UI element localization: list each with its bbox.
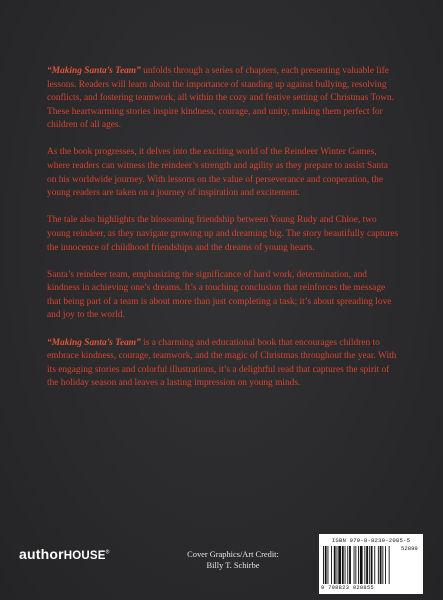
barcode-bar (347, 546, 348, 584)
barcode-bar (325, 546, 327, 584)
publisher-logo (19, 546, 110, 562)
barcode-bar (328, 546, 329, 584)
registered-mark: ® (105, 549, 110, 556)
paragraph-1 (47, 65, 399, 133)
credit-label: Cover Graphics/Art Credit: (187, 550, 279, 559)
paragraph-text: As the book progresses, it delves into the exciting world of the Reindeer Winter Games, where readers can witness the reindeer’s strength and agility as they prepare to assist Santa on his worldwide journey. With lessons on the value of perseverance and cooperation, the young readers are taken on a journey of inspiration and excitement. (47, 147, 388, 199)
barcode-bar (374, 546, 375, 584)
paragraph-text: The tale also highlights the blossoming friendship between Young Rudy and Chloe, two young reindeer, as they navigate growing up and dreaming big. The story beautifully captures the innocence of childhood friendships and the dreams of young hearts. (47, 215, 399, 253)
paragraph-5 (47, 337, 399, 391)
isbn-digits: 9 798823 020855 (321, 585, 375, 591)
paragraph-text: Santa’s reindeer team, emphasizing the significance of hard work, determination, and kindness in achieving one’s dreams. It’s a touching conclusion that reinforces the message that being part of a team is about more than just completing a task; it’s about spreading love and joy to the world. (47, 269, 392, 321)
barcode-bar (342, 546, 344, 584)
barcode-bar (369, 546, 370, 584)
barcode-bar (338, 546, 341, 584)
barcode-bar (337, 546, 338, 584)
publisher-logo-author: author (19, 546, 64, 562)
barcode-bar (323, 546, 324, 584)
barcode-bar (349, 546, 351, 584)
barcode-bar (380, 546, 382, 584)
paragraph-3 (47, 214, 399, 255)
description-text (47, 65, 399, 404)
barcode-bar (354, 546, 355, 584)
paragraph-text: is a charming and educational book that encourages children to embrace kindness, courage, teamwork, and the magic of Christmas throughout the year. With its engaging stories and colorful illustrations, it’s a delightful read that captures the spirit of the holiday season and leaves a lasting impression on young minds. (47, 337, 397, 389)
barcode-bar (334, 546, 336, 584)
barcode-bar (364, 546, 365, 584)
paragraph-text: unfolds through a series of chapters, each presenting valuable life lessons. Readers will learn about the importance of standing up against bullying, resolving conflicts, and fostering teamwork, all within the cozy and festive setting of Christmas Town. These heartwarming stories inspire kindness, courage, and unity, making them perfect for children of all ages. (47, 66, 395, 131)
barcode-bar (382, 546, 383, 584)
barcode-bar (345, 546, 346, 584)
barcode-bar (389, 546, 390, 584)
barcode-bar (366, 546, 368, 584)
barcode-bar (360, 546, 363, 584)
barcode-bar (378, 546, 379, 584)
barcode-bar (371, 546, 373, 584)
barcode-bar (355, 546, 356, 584)
barcode-bars (323, 546, 399, 584)
barcode-bar (331, 546, 332, 584)
price-code: 52899 (401, 545, 418, 552)
publisher-logo-house: HOUSE (63, 550, 106, 562)
book-title-inline: “Making Santa’s Team” (47, 337, 141, 348)
barcode-bar (358, 546, 359, 584)
isbn-label: ISBN 979-8-8230-2085-5 (331, 537, 411, 544)
barcode-bar (385, 546, 386, 584)
cover-credit (170, 549, 296, 571)
barcode (319, 534, 423, 594)
paragraph-4 (47, 269, 399, 323)
credit-artist: Billy T. Schirbe (206, 561, 260, 570)
paragraph-2 (47, 146, 399, 200)
book-title-inline: “Making Santa’s Team” (47, 66, 141, 76)
